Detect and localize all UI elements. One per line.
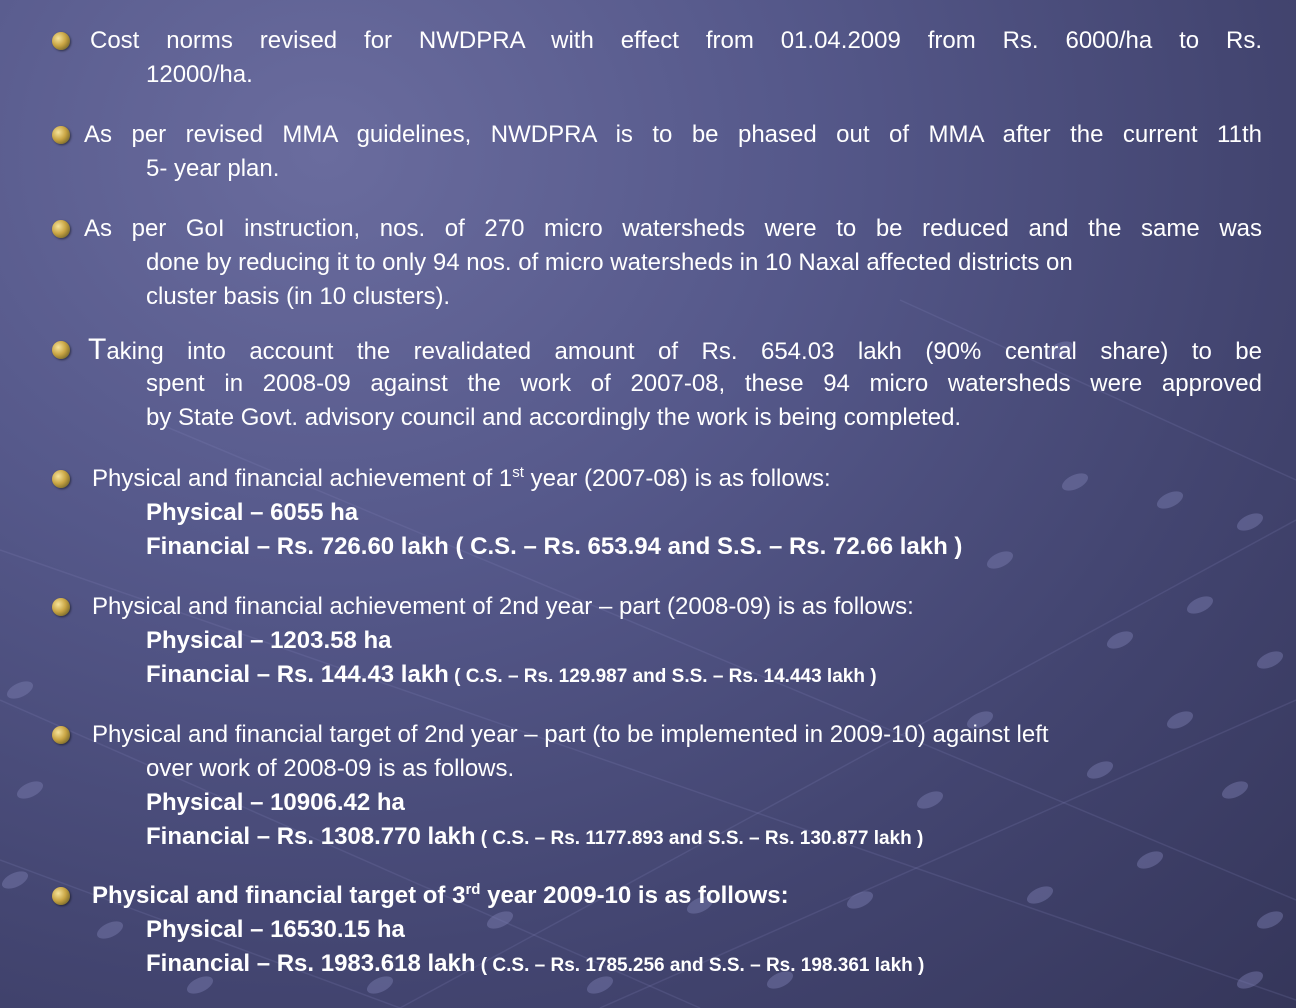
bullet-5-line-1 xyxy=(92,462,831,496)
bullet-6-line-1: Physical and financial achievement of 2nd year – part (2008-09) is as follows: xyxy=(92,593,914,620)
bullet-icon xyxy=(52,220,70,238)
bullet-3-line-3: cluster basis (in 10 clusters). xyxy=(146,283,451,310)
bullet-4-line-3: by State Govt. advisory council and accordingly the work is being completed. xyxy=(146,404,962,431)
bullet-7-financial-detail: ( C.S. – Rs. 1177.893 and S.S. – Rs. 130.877 lakh ) xyxy=(475,828,924,849)
bullet-8-physical: Physical – 16530.15 ha xyxy=(146,916,405,943)
bullet-icon xyxy=(52,126,70,144)
bullet-2-line-2: 5- year plan. xyxy=(146,155,280,182)
bullet-icon xyxy=(52,598,70,616)
bullet-7-physical: Physical – 10906.42 ha xyxy=(146,789,405,816)
bullet-1-line-1: Cost norms revised for NWDPRA with effect from 01.04.2009 from Rs. 6000/ha to Rs. xyxy=(90,27,1262,54)
bullet-icon xyxy=(52,32,70,50)
bullet-4-line-1-text: aking into account the revalidated amount of Rs. 654.03 lakh (90% central share) to be xyxy=(106,338,1262,365)
bullet-6-financial-main: Financial – Rs. 144.43 lakh xyxy=(146,661,449,688)
bullet-3-line-1: As per GoI instruction, nos. of 270 micro watersheds were to be reduced and the same was xyxy=(84,215,1262,242)
bullet-icon xyxy=(52,726,70,744)
bullet-8-financial-detail: ( C.S. – Rs. 1785.256 and S.S. – Rs. 198.361 lakh ) xyxy=(475,955,925,976)
bullet-4-initial: T xyxy=(88,333,107,366)
bullet-icon xyxy=(52,887,70,905)
bullet-8-financial xyxy=(146,947,924,983)
bullet-6-physical: Physical – 1203.58 ha xyxy=(146,627,392,654)
bullet-4-line-2: spent in 2008-09 against the work of 2007-08, these 94 micro watersheds were approved xyxy=(146,370,1262,397)
bullet-icon xyxy=(52,341,70,359)
bullet-5-text-b: year (2007-08) is as follows: xyxy=(523,465,831,492)
bullet-5-sup: st xyxy=(512,464,524,481)
bullet-5-physical: Physical – 6055 ha xyxy=(146,499,359,526)
bullet-8-line-1 xyxy=(92,879,789,913)
bullet-2-line-1: As per revised MMA guidelines, NWDPRA is to be phased out of MMA after the current 11th xyxy=(84,121,1262,148)
bullet-7-financial-main: Financial – Rs. 1308.770 lakh xyxy=(146,823,476,850)
bullet-3-line-2: done by reducing it to only 94 nos. of micro watersheds in 10 Naxal affected districts on xyxy=(146,249,1073,276)
bullet-8-sup: rd xyxy=(465,881,481,898)
bullet-5-financial: Financial – Rs. 726.60 lakh ( C.S. – Rs. 653.94 and S.S. – Rs. 72.66 lakh ) xyxy=(146,533,963,560)
bullet-icon xyxy=(52,470,70,488)
bullet-8-financial-main: Financial – Rs. 1983.618 lakh xyxy=(146,950,476,977)
bullet-5-text-a: Physical and financial achievement of 1 xyxy=(92,465,513,492)
bullet-8-text-b: year 2009-10 is as follows: xyxy=(480,882,789,909)
bullet-7-financial xyxy=(146,820,923,856)
bullet-4-line-1 xyxy=(88,333,1262,369)
bullet-6-financial-detail: ( C.S. – Rs. 129.987 and S.S. – Rs. 14.443 lakh ) xyxy=(448,666,877,687)
bullet-8-text-a: Physical and financial target of 3 xyxy=(92,882,466,909)
bullet-7-line-2: over work of 2008-09 is as follows. xyxy=(146,755,515,782)
bullet-7-line-1: Physical and financial target of 2nd year – part (to be implemented in 2009-10) against left xyxy=(92,721,1049,748)
bullet-6-financial xyxy=(146,658,877,694)
bullet-1-line-2: 12000/ha. xyxy=(146,61,253,88)
